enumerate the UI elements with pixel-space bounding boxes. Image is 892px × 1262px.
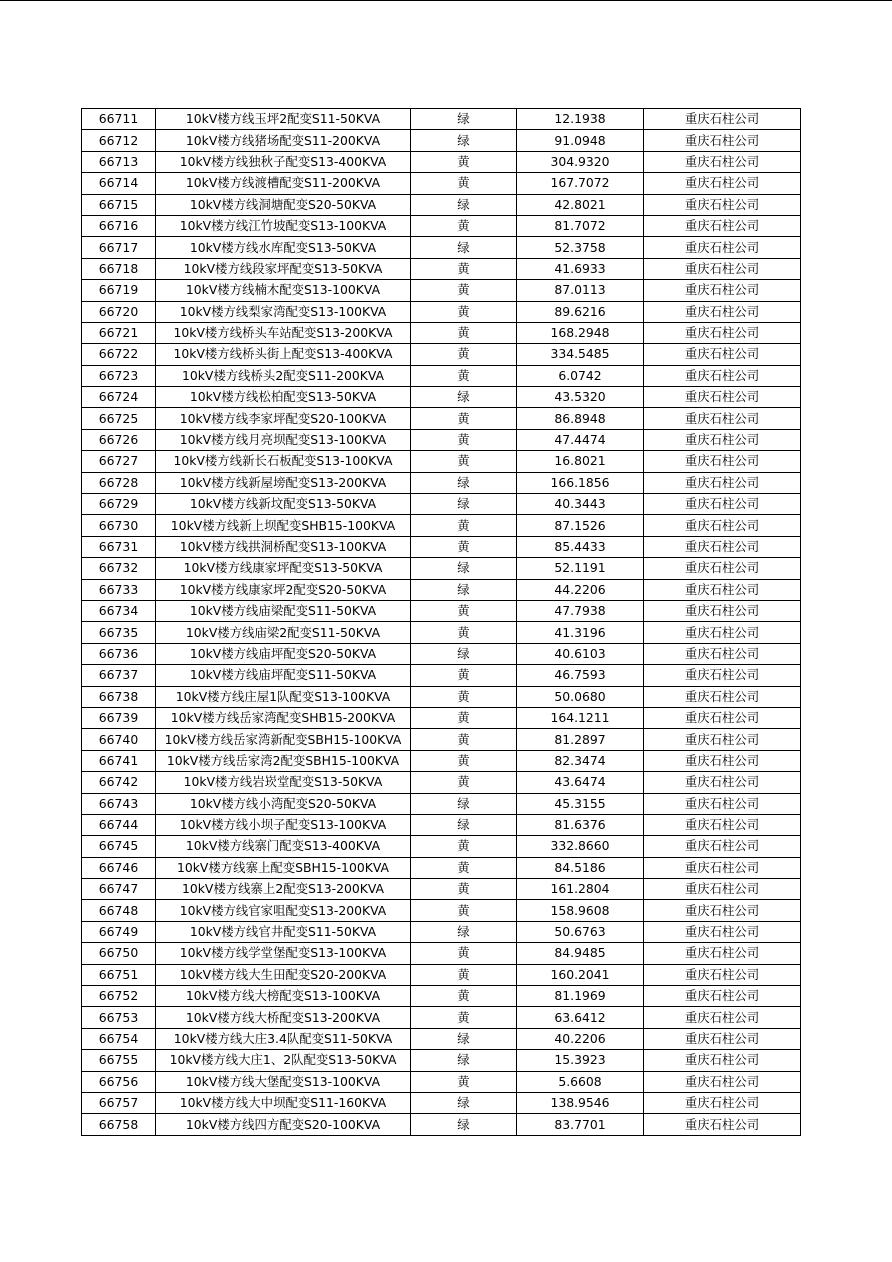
status-color-cell: 绿 [411,1092,517,1113]
row-id-cell: 66757 [82,1092,156,1113]
status-color-cell: 黄 [411,986,517,1007]
page-top-border [0,0,892,1]
table-row [82,1092,801,1113]
value-cell: 47.4474 [517,429,644,450]
transformer-name-cell: 10kV楼方线水库配变S13-50KVA [156,237,411,258]
value-cell: 40.6103 [517,643,644,664]
table-row [82,643,801,664]
transformer-name-cell: 10kV楼方线小湾配变S20-50KVA [156,793,411,814]
table-row [82,772,801,793]
value-cell: 167.7072 [517,173,644,194]
transformer-name-cell: 10kV楼方线桥头2配变S11-200KVA [156,365,411,386]
company-cell: 重庆石柱公司 [644,109,801,130]
status-color-cell: 黄 [411,151,517,172]
status-color-cell: 绿 [411,1114,517,1135]
value-cell: 43.5320 [517,387,644,408]
table-row [82,622,801,643]
transformer-name-cell: 10kV楼方线大庄1、2队配变S13-50KVA [156,1050,411,1071]
status-color-cell: 绿 [411,472,517,493]
transformer-name-cell: 10kV楼方线岳家湾配变SHB15-200KVA [156,707,411,728]
value-cell: 15.3923 [517,1050,644,1071]
row-id-cell: 66722 [82,344,156,365]
row-id-cell: 66738 [82,686,156,707]
row-id-cell: 66723 [82,365,156,386]
table-row [82,836,801,857]
row-id-cell: 66750 [82,943,156,964]
value-cell: 158.9608 [517,900,644,921]
company-cell: 重庆石柱公司 [644,943,801,964]
row-id-cell: 66735 [82,622,156,643]
company-cell: 重庆石柱公司 [644,173,801,194]
company-cell: 重庆石柱公司 [644,665,801,686]
value-cell: 160.2041 [517,964,644,985]
company-cell: 重庆石柱公司 [644,322,801,343]
transformer-name-cell: 10kV楼方线新坟配变S13-50KVA [156,494,411,515]
company-cell: 重庆石柱公司 [644,237,801,258]
company-cell: 重庆石柱公司 [644,793,801,814]
transformer-name-cell: 10kV楼方线庙梁2配变S11-50KVA [156,622,411,643]
transformer-name-cell: 10kV楼方线玉坪2配变S11-50KVA [156,109,411,130]
company-cell: 重庆石柱公司 [644,387,801,408]
table-row [82,536,801,557]
company-cell: 重庆石柱公司 [644,921,801,942]
row-id-cell: 66753 [82,1007,156,1028]
transformer-name-cell: 10kV楼方线康家坪2配变S20-50KVA [156,579,411,600]
transformer-name-cell: 10kV楼方线寨上配变SBH15-100KVA [156,857,411,878]
table-row [82,280,801,301]
company-cell: 重庆石柱公司 [644,1092,801,1113]
company-cell: 重庆石柱公司 [644,1050,801,1071]
transformer-name-cell: 10kV楼方线拱洞桥配变S13-100KVA [156,536,411,557]
transformer-name-cell: 10kV楼方线桥头街上配变S13-400KVA [156,344,411,365]
value-cell: 43.6474 [517,772,644,793]
row-id-cell: 66730 [82,515,156,536]
value-cell: 12.1938 [517,109,644,130]
value-cell: 6.0742 [517,365,644,386]
status-color-cell: 绿 [411,814,517,835]
status-color-cell: 黄 [411,857,517,878]
table-row [82,686,801,707]
value-cell: 334.5485 [517,344,644,365]
value-cell: 84.5186 [517,857,644,878]
transformer-table [81,108,801,1136]
table-row [82,579,801,600]
status-color-cell: 绿 [411,1028,517,1049]
transformer-name-cell: 10kV楼方线大榜配变S13-100KVA [156,986,411,1007]
transformer-name-cell: 10kV楼方线江竹坡配变S13-100KVA [156,215,411,236]
row-id-cell: 66748 [82,900,156,921]
status-color-cell: 绿 [411,793,517,814]
value-cell: 44.2206 [517,579,644,600]
row-id-cell: 66718 [82,258,156,279]
table-row [82,237,801,258]
company-cell: 重庆石柱公司 [644,301,801,322]
company-cell: 重庆石柱公司 [644,814,801,835]
status-color-cell: 绿 [411,579,517,600]
table-row [82,750,801,771]
value-cell: 40.2206 [517,1028,644,1049]
status-color-cell: 黄 [411,665,517,686]
row-id-cell: 66742 [82,772,156,793]
table-row [82,258,801,279]
transformer-name-cell: 10kV楼方线大生田配变S20-200KVA [156,964,411,985]
value-cell: 161.2804 [517,879,644,900]
row-id-cell: 66747 [82,879,156,900]
company-cell: 重庆石柱公司 [644,750,801,771]
status-color-cell: 黄 [411,536,517,557]
row-id-cell: 66720 [82,301,156,322]
transformer-name-cell: 10kV楼方线月亮坝配变S13-100KVA [156,429,411,450]
company-cell: 重庆石柱公司 [644,686,801,707]
table-row [82,344,801,365]
transformer-name-cell: 10kV楼方线寨门配变S13-400KVA [156,836,411,857]
table-row [82,986,801,1007]
table-row [82,109,801,130]
transformer-name-cell: 10kV楼方线新长石板配变S13-100KVA [156,451,411,472]
status-color-cell: 绿 [411,494,517,515]
company-cell: 重庆石柱公司 [644,1028,801,1049]
row-id-cell: 66732 [82,558,156,579]
row-id-cell: 66740 [82,729,156,750]
table-row [82,472,801,493]
value-cell: 45.3155 [517,793,644,814]
transformer-name-cell: 10kV楼方线官家咀配变S13-200KVA [156,900,411,921]
status-color-cell: 黄 [411,280,517,301]
row-id-cell: 66713 [82,151,156,172]
company-cell: 重庆石柱公司 [644,729,801,750]
table-row [82,814,801,835]
value-cell: 52.3758 [517,237,644,258]
row-id-cell: 66746 [82,857,156,878]
value-cell: 81.7072 [517,215,644,236]
table-row [82,365,801,386]
value-cell: 81.1969 [517,986,644,1007]
table-row [82,1028,801,1049]
company-cell: 重庆石柱公司 [644,986,801,1007]
transformer-name-cell: 10kV楼方线松柏配变S13-50KVA [156,387,411,408]
table-row [82,322,801,343]
value-cell: 16.8021 [517,451,644,472]
company-cell: 重庆石柱公司 [644,344,801,365]
status-color-cell: 绿 [411,130,517,151]
company-cell: 重庆石柱公司 [644,130,801,151]
row-id-cell: 66727 [82,451,156,472]
company-cell: 重庆石柱公司 [644,879,801,900]
status-color-cell: 黄 [411,429,517,450]
table-row [82,1114,801,1135]
status-color-cell: 黄 [411,964,517,985]
value-cell: 41.3196 [517,622,644,643]
company-cell: 重庆石柱公司 [644,151,801,172]
status-color-cell: 绿 [411,109,517,130]
transformer-name-cell: 10kV楼方线桥头车站配变S13-200KVA [156,322,411,343]
status-color-cell: 绿 [411,387,517,408]
row-id-cell: 66725 [82,408,156,429]
company-cell: 重庆石柱公司 [644,643,801,664]
table-row [82,665,801,686]
row-id-cell: 66726 [82,429,156,450]
status-color-cell: 黄 [411,622,517,643]
status-color-cell: 黄 [411,879,517,900]
transformer-name-cell: 10kV楼方线岳家湾2配变SBH15-100KVA [156,750,411,771]
row-id-cell: 66751 [82,964,156,985]
value-cell: 41.6933 [517,258,644,279]
company-cell: 重庆石柱公司 [644,194,801,215]
value-cell: 46.7593 [517,665,644,686]
value-cell: 84.9485 [517,943,644,964]
company-cell: 重庆石柱公司 [644,600,801,621]
row-id-cell: 66729 [82,494,156,515]
table-row [82,900,801,921]
table-row [82,921,801,942]
company-cell: 重庆石柱公司 [644,365,801,386]
transformer-name-cell: 10kV楼方线大堡配变S13-100KVA [156,1071,411,1092]
table-row [82,879,801,900]
value-cell: 138.9546 [517,1092,644,1113]
value-cell: 91.0948 [517,130,644,151]
row-id-cell: 66739 [82,707,156,728]
transformer-name-cell: 10kV楼方线楠木配变S13-100KVA [156,280,411,301]
table-row [82,793,801,814]
table-row [82,429,801,450]
table-row [82,301,801,322]
status-color-cell: 黄 [411,301,517,322]
value-cell: 40.3443 [517,494,644,515]
status-color-cell: 黄 [411,707,517,728]
row-id-cell: 66741 [82,750,156,771]
row-id-cell: 66754 [82,1028,156,1049]
transformer-name-cell: 10kV楼方线寨上2配变S13-200KVA [156,879,411,900]
status-color-cell: 绿 [411,558,517,579]
row-id-cell: 66755 [82,1050,156,1071]
value-cell: 81.2897 [517,729,644,750]
value-cell: 86.8948 [517,408,644,429]
company-cell: 重庆石柱公司 [644,900,801,921]
row-id-cell: 66716 [82,215,156,236]
table-row [82,857,801,878]
company-cell: 重庆石柱公司 [644,622,801,643]
row-id-cell: 66736 [82,643,156,664]
status-color-cell: 黄 [411,600,517,621]
company-cell: 重庆石柱公司 [644,964,801,985]
status-color-cell: 黄 [411,686,517,707]
row-id-cell: 66734 [82,600,156,621]
company-cell: 重庆石柱公司 [644,1007,801,1028]
table-row [82,194,801,215]
transformer-name-cell: 10kV楼方线大中坝配变S11-160KVA [156,1092,411,1113]
row-id-cell: 66752 [82,986,156,1007]
value-cell: 87.1526 [517,515,644,536]
status-color-cell: 绿 [411,643,517,664]
row-id-cell: 66745 [82,836,156,857]
company-cell: 重庆石柱公司 [644,215,801,236]
transformer-name-cell: 10kV楼方线岳家湾新配变SBH15-100KVA [156,729,411,750]
table-row [82,173,801,194]
row-id-cell: 66733 [82,579,156,600]
table-row [82,451,801,472]
status-color-cell: 黄 [411,322,517,343]
table-row [82,215,801,236]
value-cell: 85.4433 [517,536,644,557]
transformer-name-cell: 10kV楼方线庙坪配变S11-50KVA [156,665,411,686]
value-cell: 81.6376 [517,814,644,835]
status-color-cell: 黄 [411,215,517,236]
value-cell: 82.3474 [517,750,644,771]
table-row [82,707,801,728]
transformer-name-cell: 10kV楼方线大庄3.4队配变S11-50KVA [156,1028,411,1049]
status-color-cell: 黄 [411,1071,517,1092]
value-cell: 89.6216 [517,301,644,322]
row-id-cell: 66721 [82,322,156,343]
status-color-cell: 黄 [411,836,517,857]
status-color-cell: 黄 [411,344,517,365]
status-color-cell: 黄 [411,729,517,750]
status-color-cell: 黄 [411,515,517,536]
row-id-cell: 66728 [82,472,156,493]
transformer-name-cell: 10kV楼方线大桥配变S13-200KVA [156,1007,411,1028]
table-row [82,515,801,536]
company-cell: 重庆石柱公司 [644,772,801,793]
row-id-cell: 66719 [82,280,156,301]
status-color-cell: 绿 [411,1050,517,1071]
value-cell: 166.1856 [517,472,644,493]
table-row [82,558,801,579]
table-row [82,729,801,750]
transformer-name-cell: 10kV楼方线洞塘配变S20-50KVA [156,194,411,215]
status-color-cell: 黄 [411,365,517,386]
company-cell: 重庆石柱公司 [644,429,801,450]
company-cell: 重庆石柱公司 [644,472,801,493]
transformer-name-cell: 10kV楼方线庄屋1队配变S13-100KVA [156,686,411,707]
row-id-cell: 66744 [82,814,156,835]
value-cell: 83.7701 [517,1114,644,1135]
company-cell: 重庆石柱公司 [644,1071,801,1092]
value-cell: 5.6608 [517,1071,644,1092]
table-row [82,130,801,151]
table-row [82,1050,801,1071]
table-body [82,109,801,1136]
company-cell: 重庆石柱公司 [644,857,801,878]
transformer-name-cell: 10kV楼方线段家坪配变S13-50KVA [156,258,411,279]
table-row [82,494,801,515]
table-row [82,1071,801,1092]
status-color-cell: 黄 [411,943,517,964]
value-cell: 87.0113 [517,280,644,301]
company-cell: 重庆石柱公司 [644,707,801,728]
transformer-name-cell: 10kV楼方线小坝子配变S13-100KVA [156,814,411,835]
company-cell: 重庆石柱公司 [644,280,801,301]
table-row [82,1007,801,1028]
row-id-cell: 66749 [82,921,156,942]
table-row [82,964,801,985]
status-color-cell: 黄 [411,173,517,194]
row-id-cell: 66737 [82,665,156,686]
company-cell: 重庆石柱公司 [644,258,801,279]
table-row [82,408,801,429]
value-cell: 52.1191 [517,558,644,579]
status-color-cell: 黄 [411,750,517,771]
company-cell: 重庆石柱公司 [644,579,801,600]
company-cell: 重庆石柱公司 [644,536,801,557]
row-id-cell: 66731 [82,536,156,557]
transformer-name-cell: 10kV楼方线新屋塝配变S13-200KVA [156,472,411,493]
value-cell: 63.6412 [517,1007,644,1028]
row-id-cell: 66711 [82,109,156,130]
company-cell: 重庆石柱公司 [644,494,801,515]
status-color-cell: 黄 [411,408,517,429]
row-id-cell: 66758 [82,1114,156,1135]
company-cell: 重庆石柱公司 [644,515,801,536]
table-row [82,151,801,172]
transformer-name-cell: 10kV楼方线独秋子配变S13-400KVA [156,151,411,172]
company-cell: 重庆石柱公司 [644,836,801,857]
table-row [82,387,801,408]
company-cell: 重庆石柱公司 [644,451,801,472]
table-row [82,943,801,964]
transformer-name-cell: 10kV楼方线李家坪配变S20-100KVA [156,408,411,429]
company-cell: 重庆石柱公司 [644,1114,801,1135]
transformer-name-cell: 10kV楼方线渡槽配变S11-200KVA [156,173,411,194]
transformer-name-cell: 10kV楼方线新上坝配变SHB15-100KVA [156,515,411,536]
row-id-cell: 66712 [82,130,156,151]
transformer-name-cell: 10kV楼方线岩崁堂配变S13-50KVA [156,772,411,793]
company-cell: 重庆石柱公司 [644,408,801,429]
value-cell: 304.9320 [517,151,644,172]
status-color-cell: 黄 [411,900,517,921]
table-row [82,600,801,621]
value-cell: 332.8660 [517,836,644,857]
row-id-cell: 66756 [82,1071,156,1092]
status-color-cell: 黄 [411,1007,517,1028]
value-cell: 47.7938 [517,600,644,621]
value-cell: 50.0680 [517,686,644,707]
transformer-name-cell: 10kV楼方线庙坪配变S20-50KVA [156,643,411,664]
transformer-name-cell: 10kV楼方线官井配变S11-50KVA [156,921,411,942]
value-cell: 168.2948 [517,322,644,343]
value-cell: 50.6763 [517,921,644,942]
row-id-cell: 66743 [82,793,156,814]
status-color-cell: 黄 [411,772,517,793]
transformer-name-cell: 10kV楼方线四方配变S20-100KVA [156,1114,411,1135]
row-id-cell: 66724 [82,387,156,408]
status-color-cell: 绿 [411,194,517,215]
row-id-cell: 66714 [82,173,156,194]
status-color-cell: 黄 [411,258,517,279]
value-cell: 164.1211 [517,707,644,728]
row-id-cell: 66715 [82,194,156,215]
transformer-name-cell: 10kV楼方线学堂堡配变S13-100KVA [156,943,411,964]
company-cell: 重庆石柱公司 [644,558,801,579]
transformer-name-cell: 10kV楼方线庙梁配变S11-50KVA [156,600,411,621]
status-color-cell: 绿 [411,921,517,942]
value-cell: 42.8021 [517,194,644,215]
status-color-cell: 绿 [411,237,517,258]
transformer-name-cell: 10kV楼方线梨家湾配变S13-100KVA [156,301,411,322]
row-id-cell: 66717 [82,237,156,258]
status-color-cell: 黄 [411,451,517,472]
transformer-name-cell: 10kV楼方线康家坪配变S13-50KVA [156,558,411,579]
transformer-name-cell: 10kV楼方线猪场配变S11-200KVA [156,130,411,151]
